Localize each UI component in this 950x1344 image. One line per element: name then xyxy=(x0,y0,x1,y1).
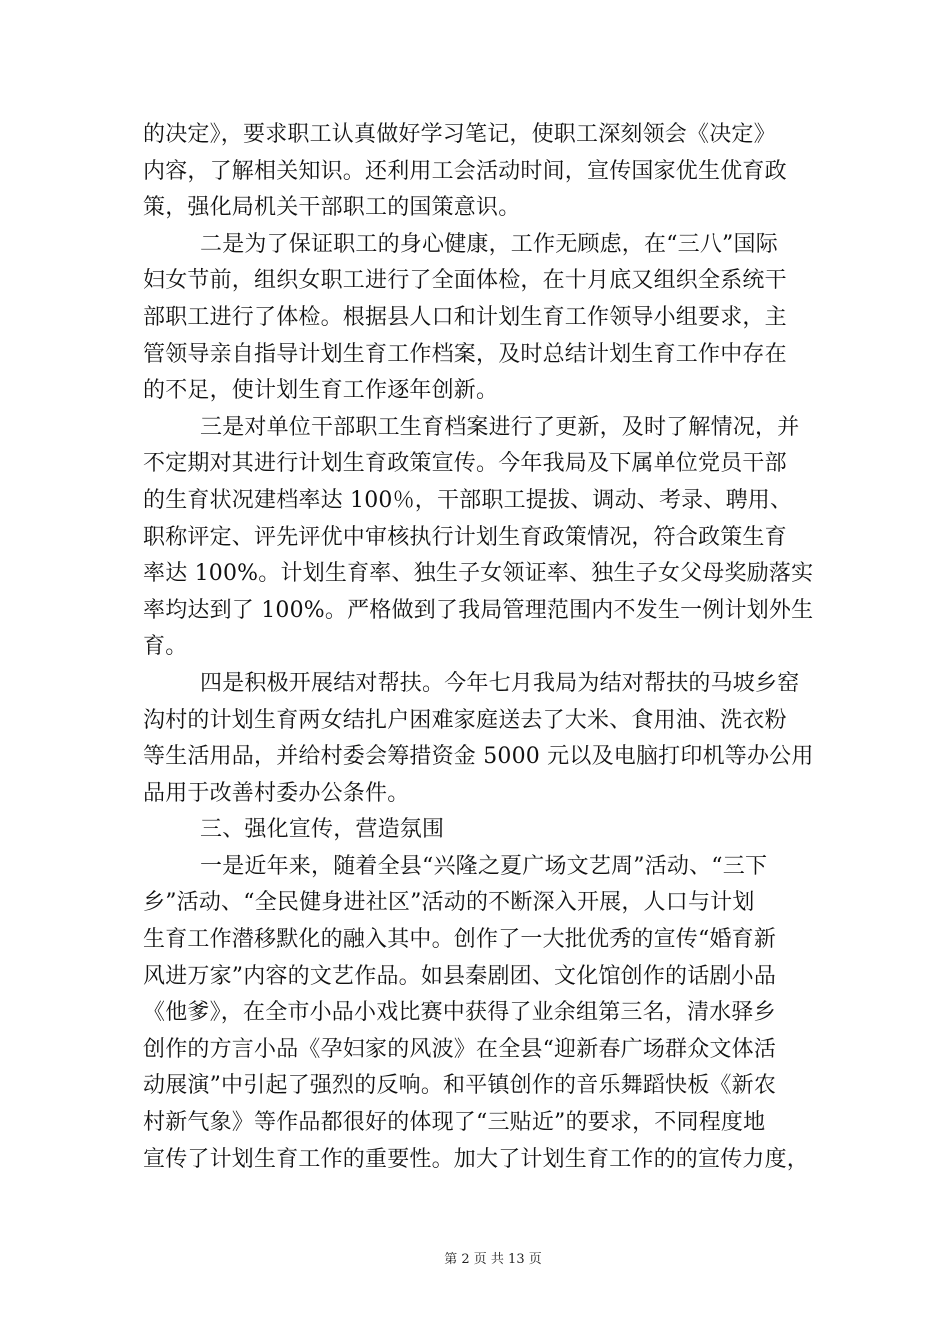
text-line: 乡”活动、“全民健身进社区”活动的不断深入开展，人口与计划 xyxy=(143,890,755,916)
text-line: 不定期对其进行计划生育政策宣传。今年我局及下属单位党员干部 xyxy=(143,451,787,477)
text-line: 的不足，使计划生育工作逐年创新。 xyxy=(143,378,499,404)
text-line: 的决定》，要求职工认真做好学习笔记，使职工深刻领会《决定》 xyxy=(143,122,776,147)
text-line: 策，强化局机关干部职工的国策意识。 xyxy=(143,195,521,221)
text-line: 率达 100%。计划生育率、独生子女领证率、独生子女父母奖励落实 xyxy=(143,561,814,587)
text-line: 等生活用品，并给村委会筹措资金 5000 元以及电脑打印机等办公用 xyxy=(143,744,814,770)
text-line: 风进万家”内容的文艺作品。如县秦剧团、文化馆创作的话剧小品 xyxy=(143,963,777,989)
text-line: 的生育状况建档率达 100％，干部职工提拔、调动、考录、聘用、 xyxy=(143,487,793,513)
text-line: 沟村的计划生育两女结扎户困难家庭送去了大米、食用油、洗衣粉 xyxy=(143,707,787,733)
text-line: 职称评定、评先评优中审核执行计划生育政策情况，符合政策生育 xyxy=(143,524,787,550)
paragraph-start: 二是为了保证职工的身心健康，工作无顾虑，在“三八”国际 xyxy=(200,231,778,257)
text-line: 妇女节前，组织女职工进行了全面体检，在十月底又组织全系统干 xyxy=(143,268,787,294)
text-line: 动展演”中引起了强烈的反响。和平镇创作的音乐舞蹈快板《新农 xyxy=(143,1073,777,1099)
page-footer xyxy=(0,1248,950,1267)
text-line: 宣传了计划生育工作的重要性。加大了计划生育工作的的宣传力度， xyxy=(143,1146,810,1172)
text-line: 村新气象》等作品都很好的体现了“三贴近”的要求，不同程度地 xyxy=(143,1110,766,1136)
text-line: 育。 xyxy=(143,634,188,660)
paragraph-start: 一是近年来，随着全县“兴隆之夏广场文艺周”活动、“三下 xyxy=(200,853,768,879)
text-line: 内容，了解相关知识。还利用工会活动时间，宣传国家优生优育政 xyxy=(143,158,787,184)
paragraph-start: 三是对单位干部职工生育档案进行了更新，及时了解情况，并 xyxy=(200,414,800,440)
text-line: 部职工进行了体检。根据县人口和计划生育工作领导小组要求，主 xyxy=(143,304,787,330)
text-line: 《他爹》，在全市小品小戏比赛中获得了业余组第三名，清水驿乡 xyxy=(143,1000,776,1026)
section-heading: 三、强化宣传，营造氛围 xyxy=(200,817,445,843)
body-text xyxy=(143,117,823,1178)
page-number: 第 2 页 共 13 页 xyxy=(444,1252,542,1267)
paragraph-start: 四是积极开展结对帮扶。今年七月我局为结对帮扶的马坡乡窑 xyxy=(200,670,800,696)
text-line: 率均达到了 100%。严格做到了我局管理范围内不发生一例计划外生 xyxy=(143,597,814,623)
text-line: 生育工作潜移默化的融入其中。创作了一大批优秀的宣传“婚育新 xyxy=(143,927,777,953)
text-line: 管领导亲自指导计划生育工作档案，及时总结计划生育工作中存在 xyxy=(143,341,787,367)
text-line: 品用于改善村委办公条件。 xyxy=(143,780,410,806)
text-line: 创作的方言小品《孕妇家的风波》在全县“迎新春广场群众文体活 xyxy=(143,1036,777,1062)
